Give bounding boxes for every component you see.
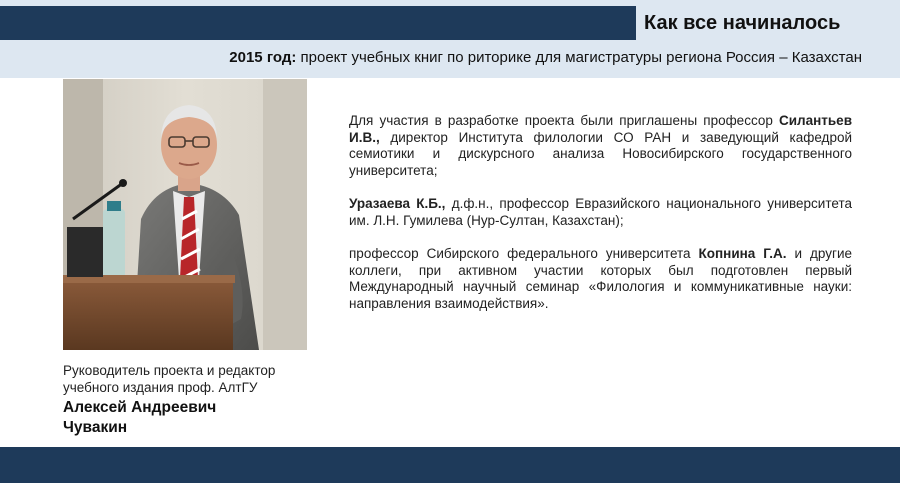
paragraph-2-post: д.ф.н., профессор Евразийского национального университета им. Л.Н. Гумилева (Нур-Султан, Казахстан);	[349, 196, 852, 228]
paragraph-3-pre: профессор Сибирского федерального университета	[349, 246, 699, 261]
paragraph-3	[349, 246, 852, 312]
title-accent-bar	[0, 6, 636, 40]
paragraph-3-name: Копнина Г.А.	[698, 246, 787, 261]
paragraph-1-post: директор Института филологии СО РАН и заведующий кафедрой семиотики и дискурсного анализа Новосибирского государственного университета;	[349, 129, 852, 178]
paragraph-2	[349, 196, 852, 229]
slide-title: Как все начиналось	[644, 12, 841, 34]
subtitle-text: проект учебных книг по риторике для магистратуры региона Россия – Казахстан	[296, 49, 862, 66]
body-text	[349, 113, 852, 329]
paragraph-2-name: Уразаева К.Б.,	[349, 196, 446, 211]
subtitle-year: 2015 год:	[229, 49, 297, 66]
speaker-photo	[63, 79, 307, 350]
slide-subtitle	[229, 46, 862, 70]
paragraph-1-pre: Для участия в разработке проекта были приглашены профессор	[349, 113, 779, 128]
paragraph-1	[349, 113, 852, 179]
editor-name-line2: Чувакин	[63, 419, 128, 436]
photo-caption: Руководитель проекта и редактор учебного издания проф. АлтГУ	[63, 363, 276, 395]
editor-name-line1: Алексей Андреевич	[63, 399, 217, 416]
editor-name	[63, 398, 313, 438]
paragraph-3-post: и другие коллеги, при активном участии которых был подготовлен первый Международный научный семинар «Филология и коммуникативные науки: направления взаимодействия».	[349, 246, 852, 311]
paragraph-1-name: Силантьев И.В.,	[349, 113, 852, 145]
footer-bar	[0, 447, 900, 483]
